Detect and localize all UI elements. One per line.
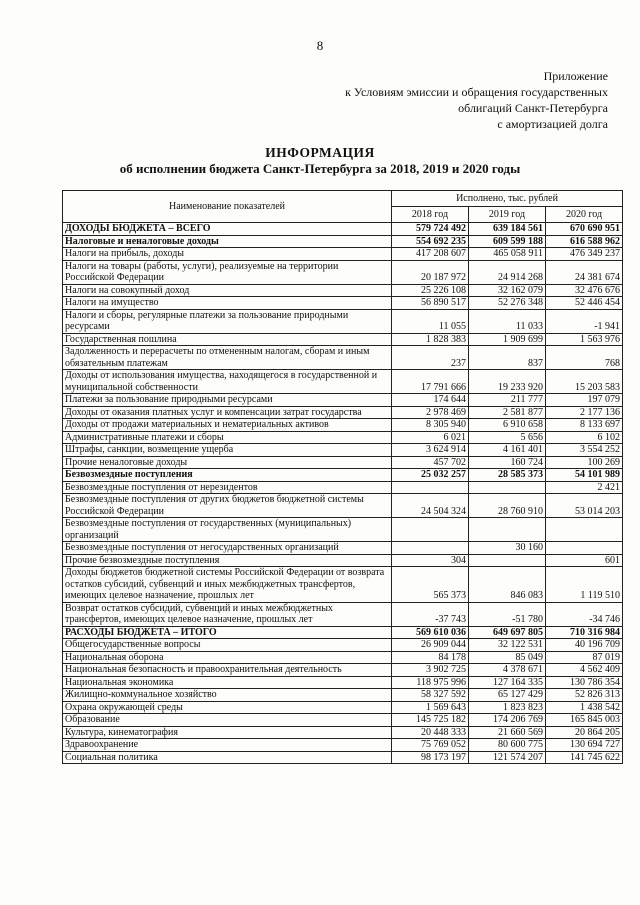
- table-row: [63, 346, 623, 370]
- value-2018-cell: 145 725 182: [392, 714, 469, 727]
- row-name-cell: Доходы от продажи материальных и нематериальных активов: [63, 419, 392, 432]
- table-row: [63, 297, 623, 310]
- value-2020-cell: 1 438 542: [546, 701, 623, 714]
- value-2018-cell: 417 208 607: [392, 248, 469, 261]
- table-row: [63, 394, 623, 407]
- value-2018-cell: 98 173 197: [392, 751, 469, 764]
- table-row: [63, 567, 623, 603]
- row-name-cell: Налоговые и неналоговые доходы: [63, 235, 392, 248]
- value-2018-cell: [392, 542, 469, 555]
- value-2018-cell: -37 743: [392, 602, 469, 626]
- value-2020-cell: 141 745 622: [546, 751, 623, 764]
- table-row: [63, 419, 623, 432]
- budget-table: [62, 190, 623, 764]
- appendix-line: к Условиям эмиссии и обращения государственных: [345, 85, 608, 99]
- value-2019-cell: 11 033: [469, 309, 546, 333]
- value-2018-cell: 11 055: [392, 309, 469, 333]
- value-2019-cell: 32 162 079: [469, 284, 546, 297]
- row-name-cell: РАСХОДЫ БЮДЖЕТА – ИТОГО: [63, 626, 392, 639]
- row-name-cell: Социальная политика: [63, 751, 392, 764]
- value-2018-cell: 554 692 235: [392, 235, 469, 248]
- value-2020-cell: 616 588 962: [546, 235, 623, 248]
- value-2018-cell: [392, 481, 469, 494]
- row-name-cell: Образование: [63, 714, 392, 727]
- row-name-cell: Безвозмездные поступления от негосударственных организаций: [63, 542, 392, 555]
- value-2019-cell: 28 585 373: [469, 469, 546, 482]
- table-row: [63, 494, 623, 518]
- table-row: [63, 726, 623, 739]
- value-2018-cell: 8 305 940: [392, 419, 469, 432]
- value-2020-cell: 20 864 205: [546, 726, 623, 739]
- table-row: [63, 664, 623, 677]
- value-2020-cell: 24 381 674: [546, 260, 623, 284]
- value-2019-cell: 30 160: [469, 542, 546, 555]
- value-2019-cell: 121 574 207: [469, 751, 546, 764]
- table-row: [63, 235, 623, 248]
- table-row: [63, 651, 623, 664]
- value-2020-cell: 54 101 989: [546, 469, 623, 482]
- value-2020-cell: 2 421: [546, 481, 623, 494]
- row-name-cell: Налоги на товары (работы, услуги), реализуемые на территории Российской Федерации: [63, 260, 392, 284]
- value-2018-cell: 20 448 333: [392, 726, 469, 739]
- appendix-line: облигаций Санкт-Петербурга: [458, 101, 608, 115]
- row-name-cell: Доходы от использования имущества, находящегося в государственной и муниципальной собственности: [63, 370, 392, 394]
- value-2018-cell: 565 373: [392, 567, 469, 603]
- value-2019-cell: 609 599 188: [469, 235, 546, 248]
- value-2020-cell: 40 196 709: [546, 639, 623, 652]
- value-2019-cell: 4 161 401: [469, 444, 546, 457]
- header-indicator-name: Наименование показателей: [63, 191, 392, 223]
- row-name-cell: Безвозмездные поступления от государственных (муниципальных) организаций: [63, 518, 392, 542]
- value-2019-cell: 80 600 775: [469, 739, 546, 752]
- value-2018-cell: 75 769 052: [392, 739, 469, 752]
- row-name-cell: Задолженность и перерасчеты по отмененным налогам, сборам и иным обязательным платежам: [63, 346, 392, 370]
- value-2020-cell: 52 446 454: [546, 297, 623, 310]
- value-2020-cell: 4 562 409: [546, 664, 623, 677]
- value-2019-cell: 837: [469, 346, 546, 370]
- value-2018-cell: 58 327 592: [392, 689, 469, 702]
- header-year-2020: 2020 год: [546, 207, 623, 223]
- value-2018-cell: 174 644: [392, 394, 469, 407]
- row-name-cell: Безвозмездные поступления от нерезидентов: [63, 481, 392, 494]
- table-row: [63, 309, 623, 333]
- value-2019-cell: 52 276 348: [469, 297, 546, 310]
- value-2018-cell: 579 724 492: [392, 223, 469, 236]
- value-2018-cell: 457 702: [392, 456, 469, 469]
- table-row: [63, 689, 623, 702]
- row-name-cell: Прочие неналоговые доходы: [63, 456, 392, 469]
- value-2020-cell: 1 563 976: [546, 333, 623, 346]
- value-2018-cell: 17 791 666: [392, 370, 469, 394]
- value-2018-cell: 56 890 517: [392, 297, 469, 310]
- table-row: [63, 602, 623, 626]
- table-row: [63, 333, 623, 346]
- table-row: [63, 751, 623, 764]
- value-2018-cell: 1 569 643: [392, 701, 469, 714]
- value-2020-cell: 87 019: [546, 651, 623, 664]
- table-row: [63, 676, 623, 689]
- value-2020-cell: 130 694 727: [546, 739, 623, 752]
- value-2020-cell: 100 269: [546, 456, 623, 469]
- value-2020-cell: 601: [546, 554, 623, 567]
- table-row: [63, 284, 623, 297]
- value-2020-cell: 3 554 252: [546, 444, 623, 457]
- table-row: [63, 701, 623, 714]
- value-2018-cell: 3 624 914: [392, 444, 469, 457]
- value-2020-cell: 165 845 003: [546, 714, 623, 727]
- value-2020-cell: 15 203 583: [546, 370, 623, 394]
- row-name-cell: Безвозмездные поступления: [63, 469, 392, 482]
- table-body: [63, 223, 623, 764]
- value-2018-cell: 24 504 324: [392, 494, 469, 518]
- value-2018-cell: 20 187 972: [392, 260, 469, 284]
- row-name-cell: Безвозмездные поступления от других бюджетов бюджетной системы Российской Федерации: [63, 494, 392, 518]
- appendix-block: [345, 68, 608, 132]
- value-2019-cell: 85 049: [469, 651, 546, 664]
- row-name-cell: Административные платежи и сборы: [63, 431, 392, 444]
- header-year-2019: 2019 год: [469, 207, 546, 223]
- document-title: [0, 145, 640, 177]
- value-2019-cell: 24 914 268: [469, 260, 546, 284]
- value-2019-cell: 160 724: [469, 456, 546, 469]
- table-row: [63, 370, 623, 394]
- value-2019-cell: 174 206 769: [469, 714, 546, 727]
- appendix-line: с амортизацией долга: [497, 117, 608, 131]
- value-2020-cell: 710 316 984: [546, 626, 623, 639]
- value-2018-cell: 25 226 108: [392, 284, 469, 297]
- row-name-cell: Платежи за пользование природными ресурсами: [63, 394, 392, 407]
- row-name-cell: Национальная экономика: [63, 676, 392, 689]
- value-2020-cell: 1 119 510: [546, 567, 623, 603]
- value-2018-cell: 569 610 036: [392, 626, 469, 639]
- row-name-cell: Доходы от оказания платных услуг и компенсации затрат государства: [63, 406, 392, 419]
- header-year-2018: 2018 год: [392, 207, 469, 223]
- value-2020-cell: 476 349 237: [546, 248, 623, 261]
- value-2020-cell: 32 476 676: [546, 284, 623, 297]
- value-2018-cell: 237: [392, 346, 469, 370]
- value-2018-cell: 25 032 257: [392, 469, 469, 482]
- table-row: [63, 469, 623, 482]
- row-name-cell: ДОХОДЫ БЮДЖЕТА – ВСЕГО: [63, 223, 392, 236]
- value-2019-cell: 5 656: [469, 431, 546, 444]
- row-name-cell: Возврат остатков субсидий, субвенций и иных межбюджетных трансфертов, имеющих целевое назначение, прошлых лет: [63, 602, 392, 626]
- row-name-cell: Налоги и сборы, регулярные платежи за пользование природными ресурсами: [63, 309, 392, 333]
- table-row: [63, 714, 623, 727]
- value-2019-cell: 639 184 561: [469, 223, 546, 236]
- value-2020-cell: [546, 542, 623, 555]
- value-2018-cell: 1 828 383: [392, 333, 469, 346]
- value-2019-cell: 1 823 823: [469, 701, 546, 714]
- value-2019-cell: 465 058 911: [469, 248, 546, 261]
- value-2020-cell: 768: [546, 346, 623, 370]
- row-name-cell: Культура, кинематография: [63, 726, 392, 739]
- value-2020-cell: -34 746: [546, 602, 623, 626]
- value-2019-cell: 32 122 531: [469, 639, 546, 652]
- value-2020-cell: 6 102: [546, 431, 623, 444]
- value-2018-cell: [392, 518, 469, 542]
- value-2018-cell: 304: [392, 554, 469, 567]
- row-name-cell: Общегосударственные вопросы: [63, 639, 392, 652]
- value-2018-cell: 2 978 469: [392, 406, 469, 419]
- row-name-cell: Налоги на прибыль, доходы: [63, 248, 392, 261]
- value-2019-cell: -51 780: [469, 602, 546, 626]
- title-heading: ИНФОРМАЦИЯ: [265, 145, 375, 160]
- row-name-cell: Национальная безопасность и правоохранительная деятельность: [63, 664, 392, 677]
- value-2019-cell: [469, 518, 546, 542]
- value-2020-cell: 52 826 313: [546, 689, 623, 702]
- value-2018-cell: 6 021: [392, 431, 469, 444]
- table-row: [63, 739, 623, 752]
- value-2019-cell: 846 083: [469, 567, 546, 603]
- appendix-line: Приложение: [543, 69, 608, 83]
- table-row: [63, 626, 623, 639]
- table-row: [63, 542, 623, 555]
- value-2020-cell: 130 786 354: [546, 676, 623, 689]
- value-2018-cell: 84 178: [392, 651, 469, 664]
- value-2019-cell: 4 378 671: [469, 664, 546, 677]
- value-2020-cell: 2 177 136: [546, 406, 623, 419]
- row-name-cell: Жилищно-коммунальное хозяйство: [63, 689, 392, 702]
- row-name-cell: Национальная оборона: [63, 651, 392, 664]
- table-row: [63, 456, 623, 469]
- row-name-cell: Штрафы, санкции, возмещение ущерба: [63, 444, 392, 457]
- value-2020-cell: [546, 518, 623, 542]
- value-2020-cell: 53 014 203: [546, 494, 623, 518]
- value-2019-cell: 28 760 910: [469, 494, 546, 518]
- value-2020-cell: 670 690 951: [546, 223, 623, 236]
- value-2019-cell: [469, 481, 546, 494]
- value-2019-cell: 6 910 658: [469, 419, 546, 432]
- header-executed: Исполнено, тыс. рублей: [392, 191, 623, 207]
- table-row: [63, 248, 623, 261]
- value-2019-cell: 21 660 569: [469, 726, 546, 739]
- row-name-cell: Государственная пошлина: [63, 333, 392, 346]
- value-2020-cell: 197 079: [546, 394, 623, 407]
- row-name-cell: Доходы бюджетов бюджетной системы Российской Федерации от возврата остатков субсидий, субвенций и иных межбюджетных трансфертов, имеющих целевое назначение, прошлых лет: [63, 567, 392, 603]
- value-2019-cell: 211 777: [469, 394, 546, 407]
- table-row: [63, 481, 623, 494]
- value-2018-cell: 26 909 044: [392, 639, 469, 652]
- value-2019-cell: 649 697 805: [469, 626, 546, 639]
- table-row: [63, 431, 623, 444]
- table-row: [63, 260, 623, 284]
- value-2020-cell: 8 133 697: [546, 419, 623, 432]
- title-subheading: об исполнении бюджета Санкт-Петербурга за 2018, 2019 и 2020 годы: [119, 161, 521, 176]
- row-name-cell: Налоги на имущество: [63, 297, 392, 310]
- value-2019-cell: 65 127 429: [469, 689, 546, 702]
- row-name-cell: Прочие безвозмездные поступления: [63, 554, 392, 567]
- table-row: [63, 554, 623, 567]
- value-2019-cell: 19 233 920: [469, 370, 546, 394]
- value-2019-cell: 1 909 699: [469, 333, 546, 346]
- value-2018-cell: 3 902 725: [392, 664, 469, 677]
- row-name-cell: Здравоохранение: [63, 739, 392, 752]
- table-row: [63, 223, 623, 236]
- value-2020-cell: -1 941: [546, 309, 623, 333]
- row-name-cell: Налоги на совокупный доход: [63, 284, 392, 297]
- value-2018-cell: 118 975 996: [392, 676, 469, 689]
- table-row: [63, 444, 623, 457]
- table-row: [63, 518, 623, 542]
- value-2019-cell: 2 581 877: [469, 406, 546, 419]
- row-name-cell: Охрана окружающей среды: [63, 701, 392, 714]
- table-row: [63, 406, 623, 419]
- table-row: [63, 639, 623, 652]
- page-number: 8: [316, 38, 324, 53]
- value-2019-cell: 127 164 335: [469, 676, 546, 689]
- value-2019-cell: [469, 554, 546, 567]
